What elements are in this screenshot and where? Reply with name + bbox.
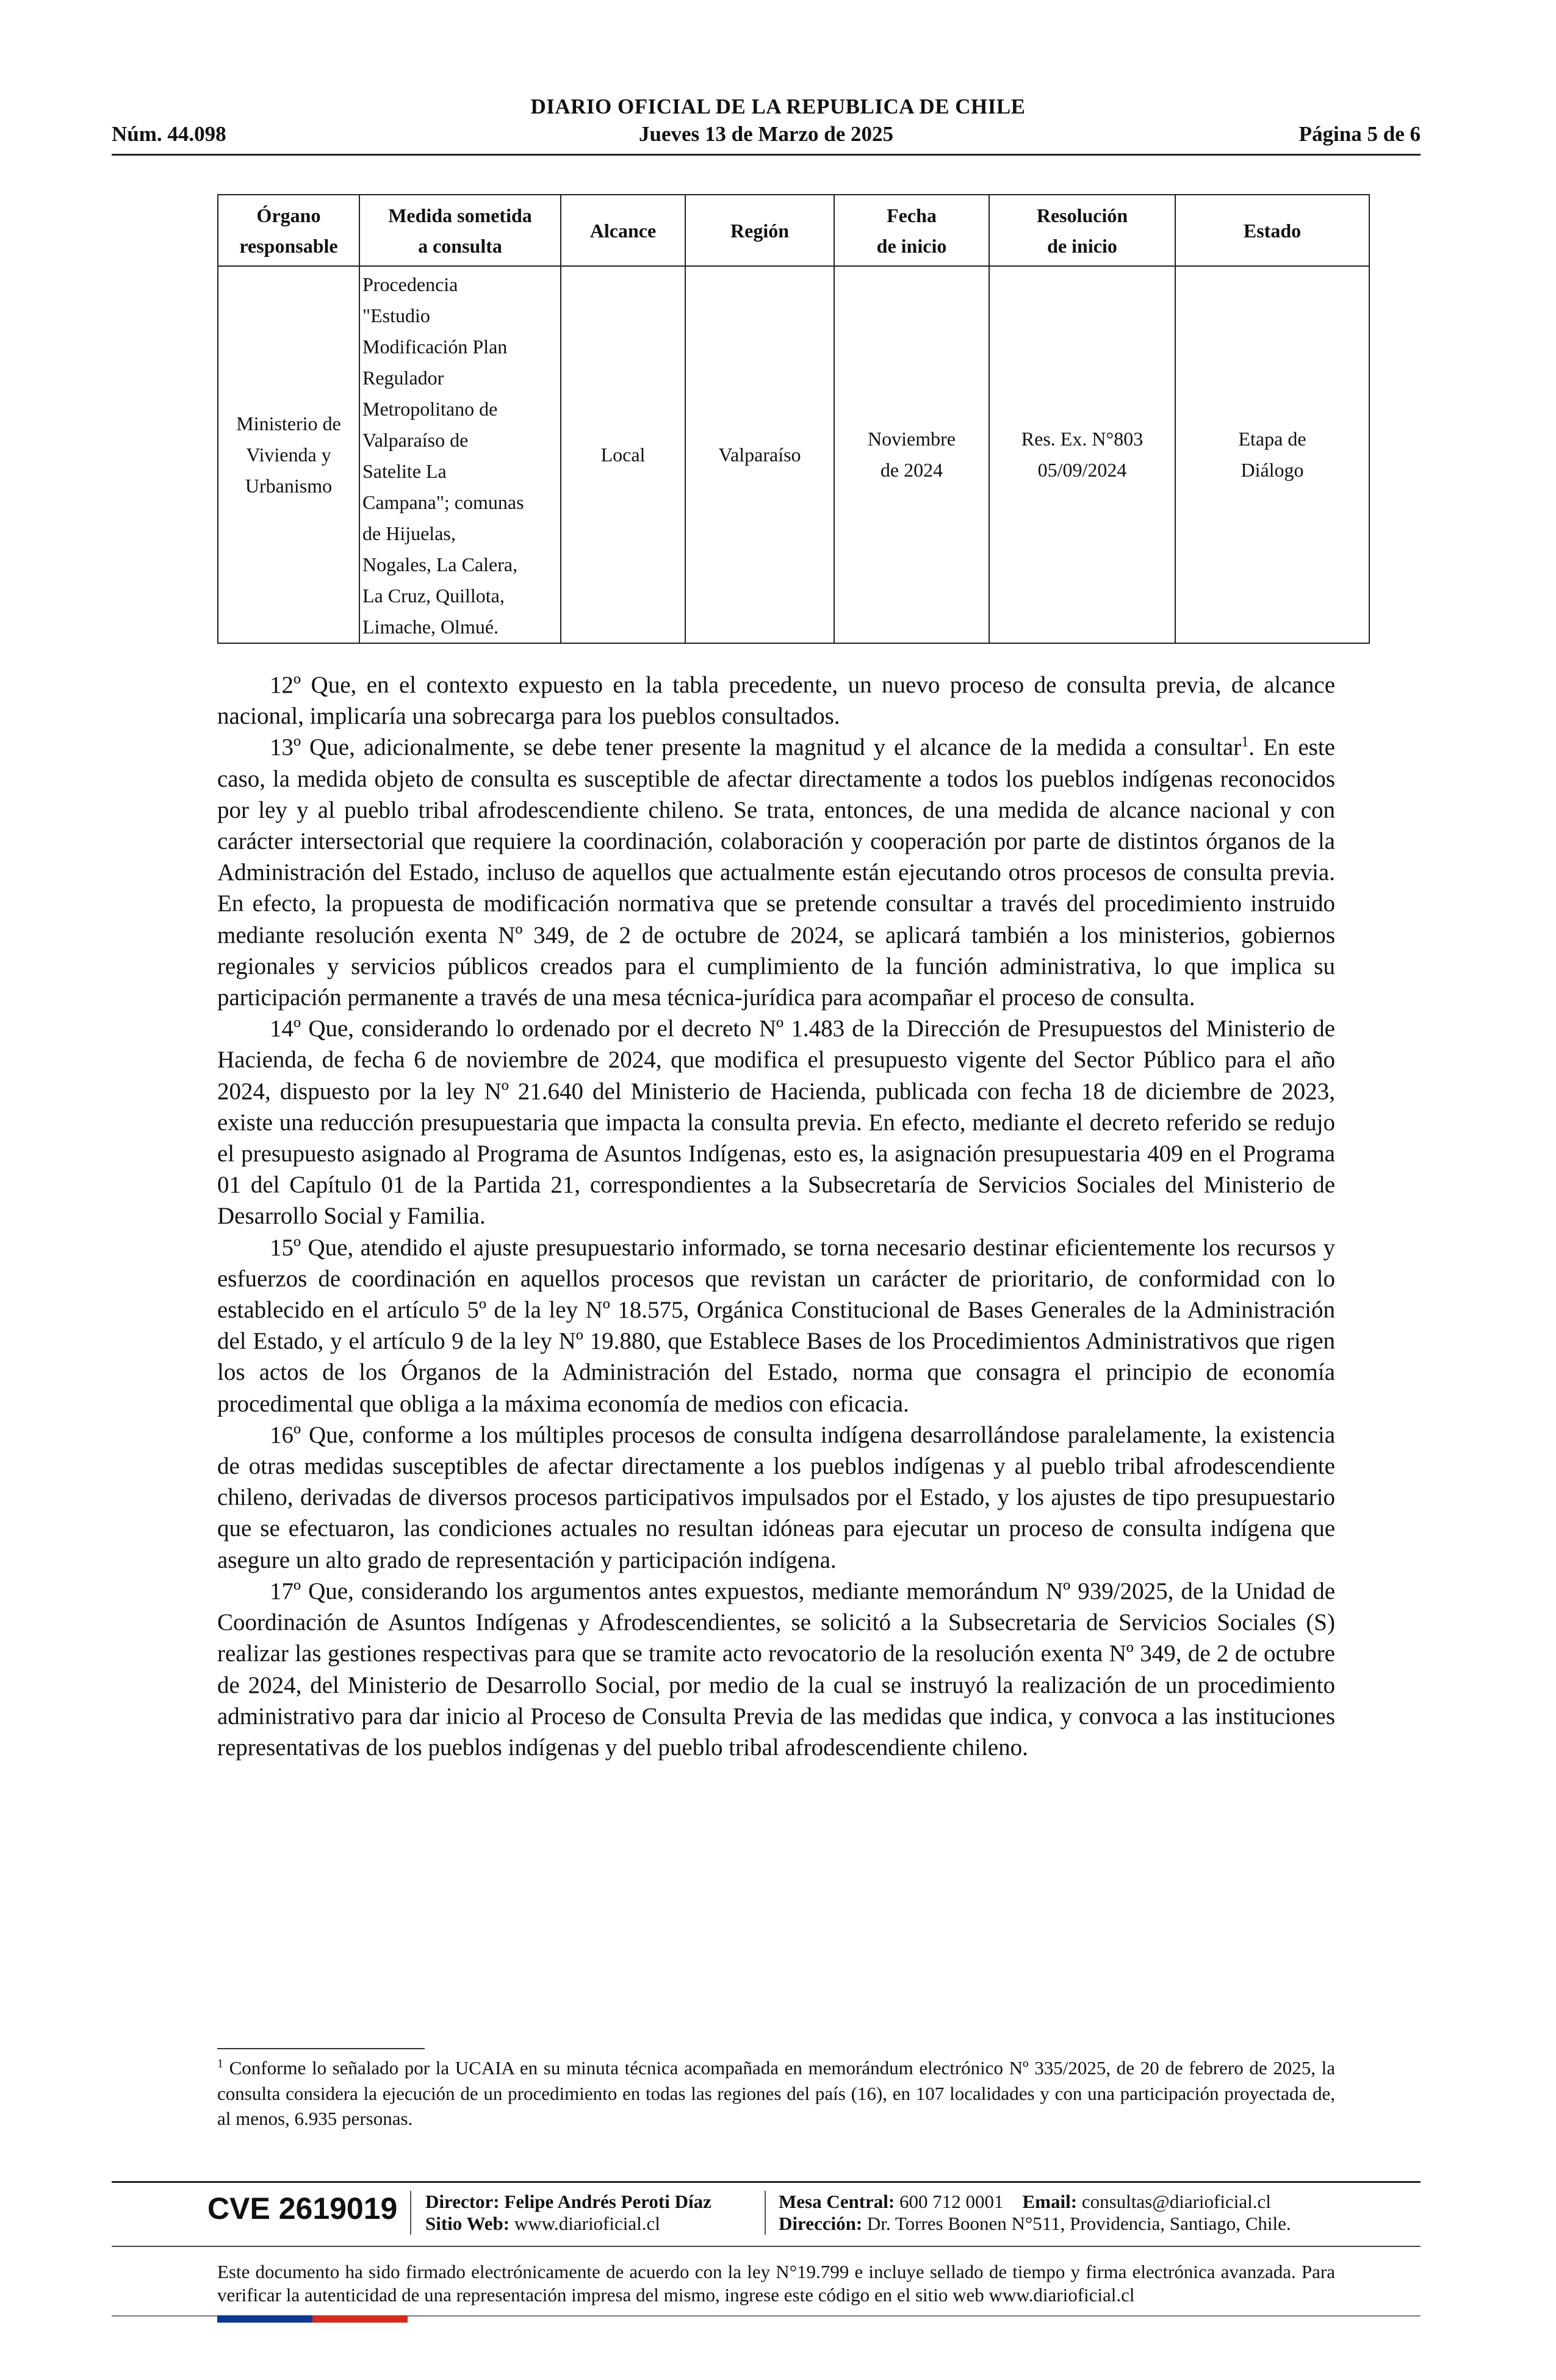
paragraph-15: 15º Que, atendido el ajuste presupuestario informado, se torna necesario destinar eficientemente los recursos y esfuerzos de coordinación en aquellos procesos que revistan un carácter de prioritario, de conformidad con lo establecido en el artículo 5º de la ley Nº 18.575, Orgánica Constitucional de Bases Generales de la Administración del Estado, y el artículo 9 de la ley Nº 19.880, que Establece Bases de los Procedimientos Administrativos que rigen los actos de los Órganos de la Administración del Estado, norma que consagra el principio de economía procedimental que obliga a la máxima economía de medios con eficacia. bbox=[217, 1234, 1335, 1417]
page-indicator: Página 5 de 6 bbox=[1298, 122, 1421, 146]
issue-date: Jueves 13 de Marzo de 2025 bbox=[638, 122, 893, 146]
footer-divider-mid bbox=[112, 2246, 1421, 2247]
header-row bbox=[112, 122, 1421, 149]
legal-notice: Este documento ha sido firmado electrónicamente de acuerdo con la ley N°19.799 e incluye sellado de tiempo y firma electrónica avanzada. Para verificar la autenticidad de una representación impresa del mismo, ingrese este código en el sitio web www.diarioficial.cl bbox=[217, 2261, 1335, 2306]
cell-estado: Etapa de Diálogo bbox=[1175, 266, 1369, 643]
email-link[interactable]: consultas@diarioficial.cl bbox=[1081, 2191, 1271, 2212]
footer-contact-block: Mesa Central: 600 712 0001 Email: consultas@diarioficial.cl Dirección: Dr. Torres Boonen N°511, Providencia, Santiago, Chile. bbox=[779, 2191, 1291, 2234]
footer-divider-top bbox=[112, 2181, 1421, 2183]
cell-alcance: Local bbox=[561, 266, 685, 643]
director-name: Felipe Andrés Peroti Díaz bbox=[504, 2191, 711, 2212]
col-header-alcance: Alcance bbox=[561, 195, 685, 266]
paragraph-13: 13º Que, adicionalmente, se debe tener presente la magnitud y el alcance de la medida a consultar$^1$. En este caso, la medida objeto de consulta es susceptible de afectar directamente a todos los pueblos indígenas reconocidos por ley y al pueblo tribal afrodescendiente chileno. Se trata, entonces, de una medida de alcance nacional y con carácter intersectorial que requiere la coordinación, colaboración y cooperación por parte de distintos órganos de la Administración del Estado, incluso de aquellos que actualmente están ejecutando otros procesos de consulta previa. En efecto, la propuesta de modificación normativa que se pretende consultar a través del procedimiento instruido mediante resolución exenta Nº 349, de 2 de octubre de 2024, se aplicará también a los ministerios, gobiernos regionales y servicios públicos creados para el cumplimiento de la función administrativa, lo que implica su participación permanente a través de una mesa técnica-jurídica para acompañar el proceso de consulta. bbox=[217, 734, 1335, 1011]
col-header-medida: Medida sometida a consulta bbox=[359, 195, 561, 266]
footer-director-block: Director: Felipe Andrés Peroti Díaz Sitio Web: www.diarioficial.cl bbox=[425, 2191, 711, 2234]
col-header-fecha: Fecha de inicio bbox=[834, 195, 989, 266]
footnote: $^1$ Conforme lo señalado por la UCAIA en su minuta técnica acompañada en memorándum electrónico Nº 335/2025, de 20 de febrero de 2025, la consulta considera la ejecución de un procedimiento en todas las regiones del país (16), en 107 localidades y con una participación proyectada de, al menos, 6.935 personas. bbox=[217, 2057, 1335, 2129]
consultation-table bbox=[217, 194, 1370, 644]
website-link[interactable]: www.diarioficial.cl bbox=[514, 2213, 660, 2234]
paragraph-12: 12º Que, en el contexto expuesto en la tabla precedente, un nuevo proceso de consulta previa, de alcance nacional, implicaría una sobrecarga para los pueblos consultados. bbox=[217, 672, 1335, 730]
col-header-estado: Estado bbox=[1175, 195, 1369, 266]
cell-medida: Procedencia "Estudio Modificación Plan Regulador Metropolitano de Valparaíso de Satelite La Campana"; comunas de Hijuelas, Nogales, La Calera, La Cruz, Quillota, Limache, Olmué. bbox=[359, 266, 561, 643]
footnote-ref: 1 bbox=[1241, 734, 1249, 751]
cell-organo: Ministerio de Vivienda y Urbanismo bbox=[218, 266, 359, 643]
paragraph-16: 16º Que, conforme a los múltiples procesos de consulta indígena desarrollándose paralelamente, la existencia de otras medidas susceptibles de afectar directamente a los pueblos indígenas y al pueblo tribal afrodescendiente chileno, derivadas de diversos procesos participativos impulsados por el Estado, y los ajustes de tipo presupuestario que se efectuaron, las condiciones actuales no resultan idóneas para ejecutar un proceso de consulta indígena que asegure un alto grado de representación y participación indígena. bbox=[217, 1421, 1335, 1573]
cell-fecha: Noviembre de 2024 bbox=[834, 266, 989, 643]
table-header-row bbox=[218, 195, 1369, 266]
table-row bbox=[218, 266, 1369, 643]
col-header-resolucion: Resolución de inicio bbox=[989, 195, 1175, 266]
flag-blue-segment bbox=[217, 2315, 312, 2323]
chile-flag-stripe bbox=[217, 2315, 408, 2323]
newspaper-title: DIARIO OFICIAL DE LA REPUBLICA DE CHILE bbox=[530, 95, 1026, 118]
footnote-divider bbox=[217, 2048, 425, 2049]
flag-red-segment bbox=[312, 2315, 408, 2323]
issue-number: Núm. 44.098 bbox=[112, 122, 226, 146]
cell-resolucion: Res. Ex. N°803 05/09/2024 bbox=[989, 266, 1175, 643]
paragraph-17: 17º Que, considerando los argumentos antes expuestos, mediante memorándum Nº 939/2025, de la Unidad de Coordinación de Asuntos Indígenas y Afrodescendientes, se solicitó a la Subsecretaria de Servicios Sociales (S) realizar las gestiones respectivas para que se tramite acto revocatorio de la resolución exenta Nº 349, de 2 de octubre de 2024, del Ministerio de Desarrollo Social, por medio de la cual se instruyó la realización de un procedimiento administrativo para dar inicio al Proceso de Consulta Previa de las medidas que indica, y convoca a las instituciones representativas de los pueblos indígenas y del pueblo tribal afrodescendiente chileno. bbox=[217, 1578, 1335, 1761]
header-divider bbox=[112, 154, 1421, 156]
col-header-region: Región bbox=[685, 195, 834, 266]
footer-separator bbox=[765, 2191, 766, 2235]
col-header-organo: Órgano responsable bbox=[218, 195, 359, 266]
footer-separator bbox=[410, 2191, 411, 2235]
cve-code: CVE 2619019 bbox=[207, 2191, 398, 2226]
cell-region: Valparaíso bbox=[685, 266, 834, 643]
body-text bbox=[217, 669, 1335, 1763]
paragraph-14: 14º Que, considerando lo ordenado por el decreto Nº 1.483 de la Dirección de Presupuestos del Ministerio de Hacienda, de fecha 6 de noviembre de 2024, que modifica el presupuesto vigente del Sector Público para el año 2024, dispuesto por la ley Nº 21.640 del Ministerio de Hacienda, publicada con fecha 18 de diciembre de 2023, existe una reducción presupuestaria que impacta la consulta previa. En efecto, mediante el decreto referido se redujo el presupuesto asignado al Programa de Asuntos Indígenas, esto es, la asignación presupuestaria 409 en el Programa 01 del Capítulo 01 de la Partida 21, correspondientes a la Subsecretaría de Servicios Sociales del Ministerio de Desarrollo Social y Familia. bbox=[217, 1015, 1335, 1230]
